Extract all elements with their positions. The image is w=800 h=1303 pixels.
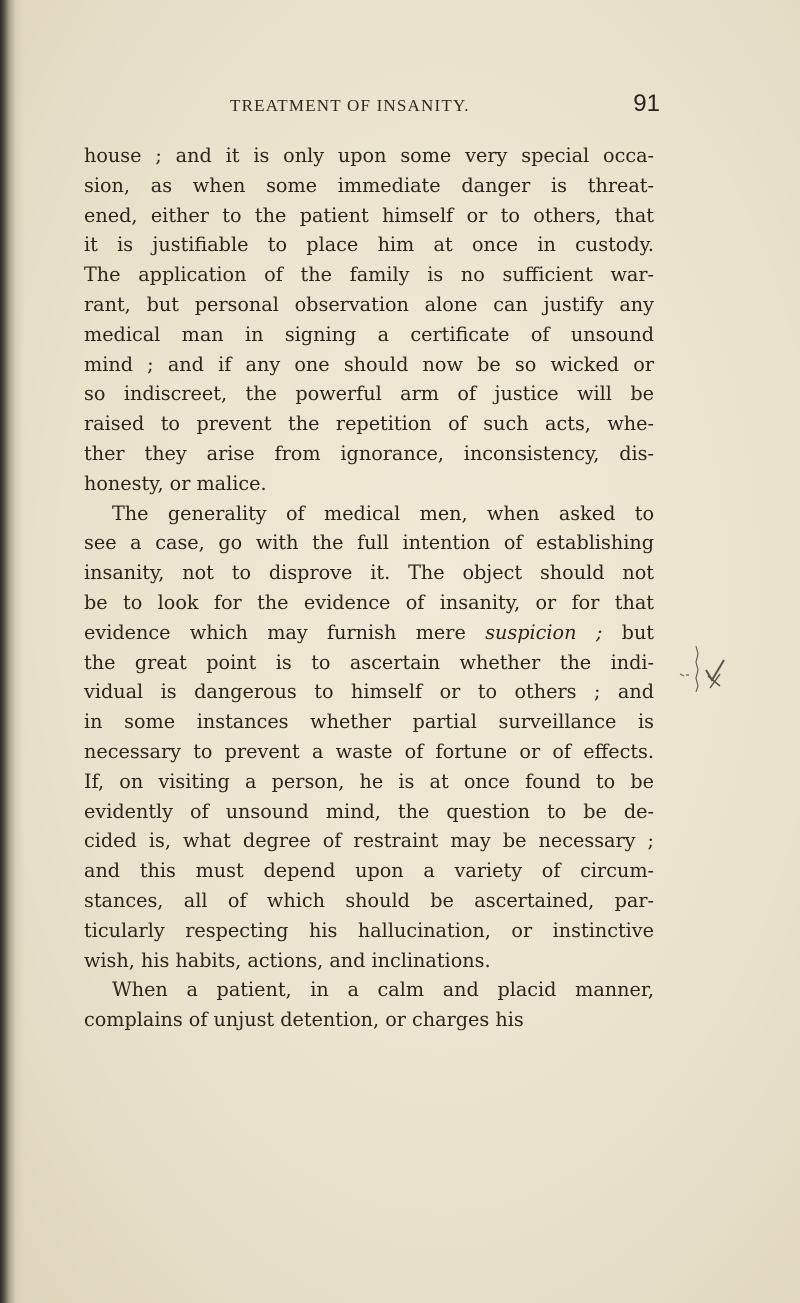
text-line: evidently of unsound mind, the question to be de- — [84, 799, 654, 823]
text-line: cided is, what degree of restraint may be necessary ; — [84, 829, 654, 853]
paragraph-start-line: The generality of medical men, when asked to — [112, 501, 654, 525]
text-line: the great point is to ascertain whether the indi- — [84, 650, 654, 674]
text-line: rant, but personal observation alone can justify any — [84, 292, 654, 316]
text-line: complains of unjust detention, or charges his — [84, 1008, 524, 1032]
text-line: it is justifiable to place him at once in custody. — [84, 233, 654, 257]
text-line: raised to prevent the repetition of such acts, whe- — [84, 412, 654, 436]
text-line: vidual is dangerous to himself or to others ; and — [84, 680, 654, 704]
page-number: 91 — [633, 90, 660, 117]
text-line: stances, all of which should be ascertained, par- — [84, 888, 654, 912]
page-header — [230, 90, 660, 126]
text-line: ticularly respecting his hallucination, or instinctive — [84, 918, 654, 942]
text-line: see a case, go with the full intention of establishing — [84, 531, 654, 555]
text-line: be to look for the evidence of insanity, or for that — [84, 590, 654, 614]
paragraph-start-line: When a patient, in a calm and placid manner, — [112, 978, 654, 1002]
body-text — [84, 141, 654, 1035]
text-line: If, on visiting a person, he is at once found to be — [84, 769, 654, 793]
emphasized-word: suspicion ; — [485, 620, 603, 644]
text-line: so indiscreet, the powerful arm of justice will be — [84, 382, 654, 406]
text-line: ened, either to the patient himself or to others, that — [84, 203, 654, 227]
text-line-with-emphasis — [84, 618, 654, 648]
text-line: medical man in signing a certificate of unsound — [84, 322, 654, 346]
text-line: wish, his habits, actions, and inclinations. — [84, 948, 491, 972]
pencil-margin-mark — [676, 646, 746, 692]
text-line: house ; and it is only upon some very special occa- — [84, 144, 654, 167]
text-line: sion, as when some immediate danger is threat- — [84, 173, 654, 197]
text-line: mind ; and if any one should now be so wicked or — [84, 352, 654, 376]
text-line: ther they arise from ignorance, inconsistency, dis- — [84, 441, 654, 465]
running-head: TREATMENT OF INSANITY. — [230, 96, 470, 115]
text-line: and this must depend upon a variety of circum- — [84, 859, 654, 883]
book-gutter — [0, 0, 24, 1303]
text-line: honesty, or malice. — [84, 471, 267, 495]
text-segment: but — [602, 620, 655, 644]
text-line: insanity, not to disprove it. The object should not — [84, 561, 654, 585]
text-line: necessary to prevent a waste of fortune or of effects. — [84, 739, 654, 763]
text-segment: evidence which may furnish mere — [84, 620, 486, 644]
text-line: in some instances whether partial surveillance is — [84, 710, 654, 734]
text-line: The application of the family is no sufficient war- — [84, 263, 654, 287]
